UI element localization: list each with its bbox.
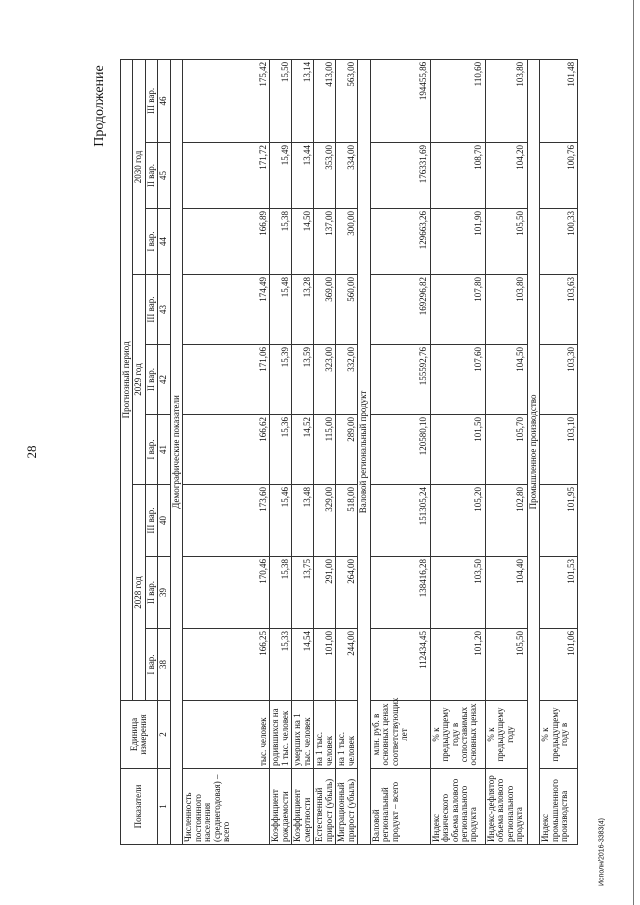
column-index-row — [158, 59, 170, 844]
header-variant: II вар. — [145, 143, 157, 209]
value-cell: 104,20 — [485, 143, 527, 209]
value-cell: 15,36 — [270, 415, 292, 485]
row-name: Естественный прирост (убыль) — [314, 769, 336, 845]
value-cell: 413,00 — [314, 59, 336, 142]
value-cell: 518,00 — [336, 485, 358, 557]
value-cell: 194455,86 — [370, 59, 430, 142]
header-variant: III вар. — [145, 275, 157, 345]
value-cell: 332,00 — [336, 345, 358, 415]
value-cell: 103,10 — [540, 415, 578, 485]
value-cell: 103,50 — [430, 557, 485, 629]
value-cell: 15,46 — [270, 485, 292, 557]
value-cell: 100,33 — [540, 209, 578, 275]
value-cell: 110,60 — [430, 59, 485, 142]
index-cell: 44 — [158, 209, 170, 275]
row-unit: родившихся на 1 тыс. человек — [270, 701, 292, 769]
value-cell: 264,00 — [336, 557, 358, 629]
table-row — [270, 59, 292, 844]
value-cell: 176331,69 — [370, 143, 430, 209]
header-year-2028: 2028 год — [133, 485, 145, 701]
value-cell: 13,28 — [292, 275, 314, 345]
value-cell: 175,42 — [183, 59, 270, 142]
row-name: Численность постоянного населения (среднегодовая) – всего — [183, 769, 270, 845]
table-row — [485, 59, 527, 844]
section-heading-grp: Валовой региональный продукт — [358, 59, 370, 844]
value-cell: 14,52 — [292, 415, 314, 485]
value-cell: 14,54 — [292, 629, 314, 701]
row-name: Индекс промышленного производства — [540, 769, 578, 845]
row-unit: % к предыдущему году — [485, 701, 527, 769]
header-variant: I вар. — [145, 209, 157, 275]
index-cell: 39 — [158, 557, 170, 629]
row-name: Индекс физического объема валового регионального продукта — [430, 769, 485, 845]
value-cell: 334,00 — [336, 143, 358, 209]
value-cell: 244,00 — [336, 629, 358, 701]
header-variant: III вар. — [145, 485, 157, 557]
value-cell: 120580,10 — [370, 415, 430, 485]
value-cell: 563,00 — [336, 59, 358, 142]
value-cell: 166,25 — [183, 629, 270, 701]
header-variant: II вар. — [145, 557, 157, 629]
value-cell: 101,53 — [540, 557, 578, 629]
value-cell: 13,48 — [292, 485, 314, 557]
value-cell: 170,46 — [183, 557, 270, 629]
value-cell: 102,80 — [485, 485, 527, 557]
row-name: Индекс-дефлятор объема валового регионального продукта — [485, 769, 527, 845]
value-cell: 105,50 — [485, 629, 527, 701]
value-cell: 15,33 — [270, 629, 292, 701]
value-cell: 289,00 — [336, 415, 358, 485]
index-cell: 42 — [158, 345, 170, 415]
forecast-table — [120, 59, 578, 845]
value-cell: 329,00 — [314, 485, 336, 557]
index-cell: 1 — [158, 769, 170, 845]
value-cell: 13,44 — [292, 143, 314, 209]
index-cell: 46 — [158, 59, 170, 142]
value-cell: 353,00 — [314, 143, 336, 209]
value-cell: 101,06 — [540, 629, 578, 701]
value-cell: 15,39 — [270, 345, 292, 415]
index-cell: 41 — [158, 415, 170, 485]
rotated-table-container — [120, 60, 576, 845]
header-forecast-period: Прогнозный период — [121, 59, 133, 700]
row-unit: тыс. человек — [183, 701, 270, 769]
header-variant: I вар. — [145, 629, 157, 701]
table-frame — [120, 60, 576, 845]
value-cell: 112434,45 — [370, 629, 430, 701]
value-cell: 300,00 — [336, 209, 358, 275]
header-variant: I вар. — [145, 415, 157, 485]
header-year-2029: 2029 год — [133, 275, 145, 485]
value-cell: 105,70 — [485, 415, 527, 485]
page-number: 28 — [24, 445, 39, 459]
value-cell: 151305,24 — [370, 485, 430, 557]
row-unit: млн. руб. в основных ценах соответствующих лет — [370, 701, 430, 769]
table-row — [292, 59, 314, 844]
table-row — [370, 59, 430, 844]
header-indicator: Показатели — [121, 769, 158, 845]
value-cell: 101,50 — [430, 415, 485, 485]
value-cell: 15,38 — [270, 557, 292, 629]
row-name: Миграционный прирост (убыль) — [336, 769, 358, 845]
index-cell: 38 — [158, 629, 170, 701]
table-row — [314, 59, 336, 844]
value-cell: 138416,28 — [370, 557, 430, 629]
value-cell: 166,89 — [183, 209, 270, 275]
value-cell: 105,50 — [485, 209, 527, 275]
header-year-2030: 2030 год — [133, 59, 145, 274]
value-cell: 171,06 — [183, 345, 270, 415]
document-code: Исполн/2016-3383(4) — [598, 818, 606, 886]
value-cell: 560,00 — [336, 275, 358, 345]
value-cell: 15,48 — [270, 275, 292, 345]
table-row — [183, 59, 270, 844]
value-cell: 103,30 — [540, 345, 578, 415]
header-variant: III вар. — [145, 59, 157, 142]
value-cell: 101,90 — [430, 209, 485, 275]
value-cell: 104,40 — [485, 557, 527, 629]
value-cell: 108,70 — [430, 143, 485, 209]
section-heading-demographic: Демографические показатели — [170, 59, 182, 844]
value-cell: 15,38 — [270, 209, 292, 275]
continuation-label: Продолжение — [92, 65, 107, 147]
row-unit: на 1 тыс. человек — [336, 701, 358, 769]
page-edge-line — [633, 0, 634, 905]
value-cell: 13,59 — [292, 345, 314, 415]
index-cell: 40 — [158, 485, 170, 557]
value-cell: 103,63 — [540, 275, 578, 345]
index-cell: 43 — [158, 275, 170, 345]
value-cell: 107,60 — [430, 345, 485, 415]
value-cell: 323,00 — [314, 345, 336, 415]
value-cell: 129663,26 — [370, 209, 430, 275]
value-cell: 103,80 — [485, 59, 527, 142]
value-cell: 169296,82 — [370, 275, 430, 345]
table-row — [540, 59, 578, 844]
value-cell: 101,48 — [540, 59, 578, 142]
value-cell: 14,50 — [292, 209, 314, 275]
index-cell: 45 — [158, 143, 170, 209]
value-cell: 369,00 — [314, 275, 336, 345]
value-cell: 101,00 — [314, 629, 336, 701]
value-cell: 101,20 — [430, 629, 485, 701]
value-cell: 291,00 — [314, 557, 336, 629]
row-unit: % к предыдущему году в — [540, 701, 578, 769]
section-heading-industrial: Промышленное производство — [527, 59, 539, 844]
value-cell: 166,62 — [183, 415, 270, 485]
value-cell: 155592,76 — [370, 345, 430, 415]
value-cell: 15,50 — [270, 59, 292, 142]
value-cell: 173,60 — [183, 485, 270, 557]
row-unit: на 1 тыс. человек — [314, 701, 336, 769]
value-cell: 105,20 — [430, 485, 485, 557]
value-cell: 13,14 — [292, 59, 314, 142]
value-cell: 101,95 — [540, 485, 578, 557]
header-variant: II вар. — [145, 345, 157, 415]
header-unit: Единица измерения — [121, 701, 158, 769]
row-unit: умерших на 1 тыс. человек — [292, 701, 314, 769]
value-cell: 137,00 — [314, 209, 336, 275]
row-name: Коэффициент смертности — [292, 769, 314, 845]
row-name: Валовой региональный продукт – всего — [370, 769, 430, 845]
row-name: Коэффициент рождаемости — [270, 769, 292, 845]
value-cell: 107,80 — [430, 275, 485, 345]
value-cell: 13,75 — [292, 557, 314, 629]
value-cell: 100,76 — [540, 143, 578, 209]
index-cell: 2 — [158, 701, 170, 769]
value-cell: 15,49 — [270, 143, 292, 209]
value-cell: 103,80 — [485, 275, 527, 345]
table-row — [430, 59, 485, 844]
value-cell: 174,49 — [183, 275, 270, 345]
value-cell: 171,72 — [183, 143, 270, 209]
value-cell: 104,50 — [485, 345, 527, 415]
row-unit: % к предыдущему году в сопоставимых основных ценах — [430, 701, 485, 769]
table-row — [336, 59, 358, 844]
value-cell: 115,00 — [314, 415, 336, 485]
